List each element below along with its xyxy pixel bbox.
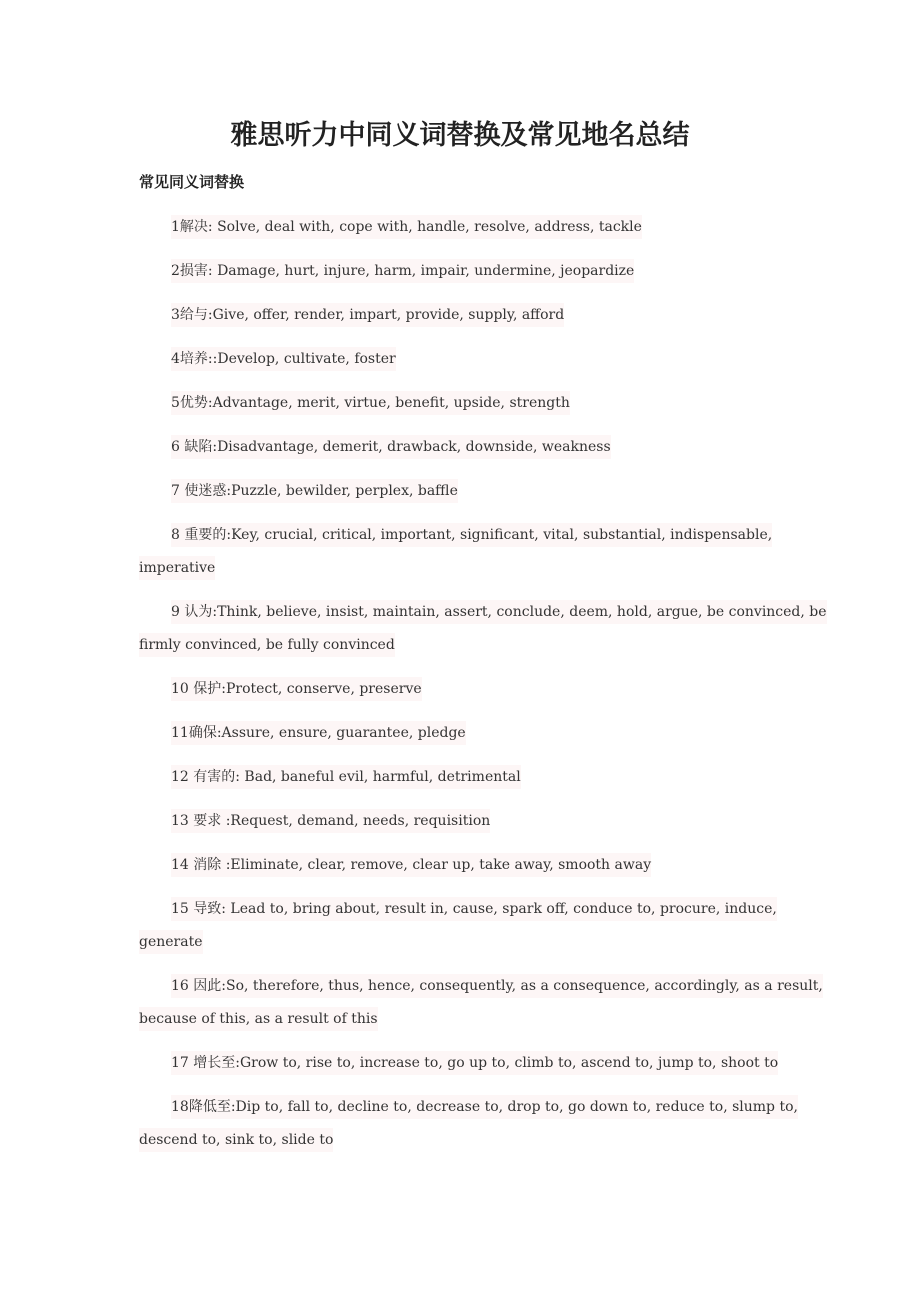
list-item <box>139 970 839 1036</box>
list-item <box>139 596 839 662</box>
entry-text: 9 认为:Think, believe, insist, maintain, assert, conclude, deem, hold, argue, be convinced, be firmly convinced, be fully convinced <box>139 600 827 657</box>
entry-text: 4培养::Develop, cultivate, foster <box>171 347 396 371</box>
entry-text: 2损害: Damage, hurt, injure, harm, impair, undermine, jeopardize <box>171 259 634 283</box>
list-item <box>139 673 839 706</box>
entry-text: 12 有害的: Bad, baneful evil, harmful, detrimental <box>171 765 521 789</box>
list-item <box>139 761 839 794</box>
entry-text: 6 缺陷:Disadvantage, demerit, drawback, downside, weakness <box>171 435 611 459</box>
list-item <box>139 893 839 959</box>
entry-text: 15 导致: Lead to, bring about, result in, cause, spark off, conduce to, procure, induce, generate <box>139 897 777 954</box>
list-item <box>139 431 839 464</box>
page-title: 雅思听力中同义词替换及常见地名总结 <box>230 120 690 151</box>
list-item <box>139 1091 839 1157</box>
list-item <box>139 519 839 585</box>
entry-text: 1解决: Solve, deal with, cope with, handle, resolve, address, tackle <box>171 215 642 239</box>
section-heading: 常见同义词替换 <box>139 173 245 191</box>
list-item <box>139 805 839 838</box>
list-item <box>139 475 839 508</box>
entry-text: 11确保:Assure, ensure, guarantee, pledge <box>171 721 466 745</box>
list-item <box>139 717 839 750</box>
synonym-list <box>139 211 839 1168</box>
list-item <box>139 211 839 244</box>
entry-text: 5优势:Advantage, merit, virtue, benefit, upside, strength <box>171 391 570 415</box>
entry-text: 16 因此:So, therefore, thus, hence, consequently, as a consequence, accordingly, as a result, because of this, as a result of this <box>139 974 823 1031</box>
entry-text: 14 消除 :Eliminate, clear, remove, clear up, take away, smooth away <box>171 853 651 877</box>
entry-text: 13 要求 :Request, demand, needs, requisition <box>171 809 490 833</box>
list-item <box>139 387 839 420</box>
list-item <box>139 343 839 376</box>
list-item <box>139 299 839 332</box>
list-item <box>139 1047 839 1080</box>
entry-text: 3给与:Give, offer, render, impart, provide, supply, afford <box>171 303 564 327</box>
entry-text: 8 重要的:Key, crucial, critical, important, significant, vital, substantial, indispensable, imperative <box>139 523 772 580</box>
entry-text: 10 保护:Protect, conserve, preserve <box>171 677 422 701</box>
entry-text: 7 使迷惑:Puzzle, bewilder, perplex, baffle <box>171 479 458 503</box>
list-item <box>139 849 839 882</box>
entry-text: 18降低至:Dip to, fall to, decline to, decrease to, drop to, go down to, reduce to, slump to, descend to, sink to, slide to <box>139 1095 798 1152</box>
entry-text: 17 增长至:Grow to, rise to, increase to, go up to, climb to, ascend to, jump to, shoot to <box>171 1051 778 1075</box>
list-item <box>139 255 839 288</box>
